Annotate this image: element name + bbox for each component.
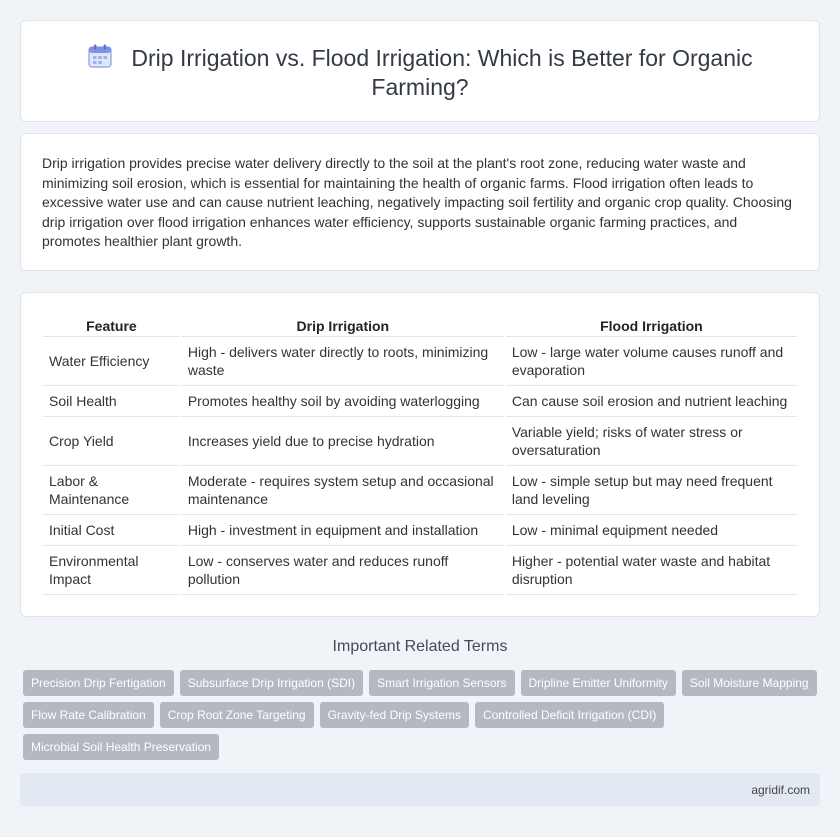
table-row [43, 337, 797, 386]
intro-card [20, 133, 820, 271]
flood-cell: Variable yield; risks of water stress or oversaturation [506, 417, 797, 466]
drip-cell: Promotes healthy soil by avoiding waterlogging [182, 386, 504, 417]
table-row [43, 466, 797, 515]
header-drip: Drip Irrigation [182, 315, 504, 337]
term-tag[interactable]: Microbial Soil Health Preservation [23, 734, 219, 760]
table-row [43, 386, 797, 417]
header-card [20, 20, 820, 122]
drip-cell: Increases yield due to precise hydration [182, 417, 504, 466]
footer-bar [20, 773, 820, 806]
feature-cell: Soil Health [43, 386, 180, 417]
term-tag[interactable]: Smart Irrigation Sensors [369, 670, 514, 696]
drip-cell: High - delivers water directly to roots, minimizing waste [182, 337, 504, 386]
flood-cell: Low - large water volume causes runoff and evaporation [506, 337, 797, 386]
related-terms-list [23, 670, 823, 760]
drip-cell: Low - conserves water and reduces runoff pollution [182, 546, 504, 595]
page-title: Drip Irrigation vs. Flood Irrigation: Which is Better for Organic Farming? [131, 45, 753, 100]
flood-cell: Low - simple setup but may need frequent land leveling [506, 466, 797, 515]
term-tag[interactable]: Soil Moisture Mapping [682, 670, 817, 696]
flood-cell: Low - minimal equipment needed [506, 515, 797, 546]
feature-cell: Water Efficiency [43, 337, 180, 386]
intro-paragraph: Drip irrigation provides precise water delivery directly to the soil at the plant's root zone, reducing water waste and minimizing soil erosion, which is essential for maintaining the health of organic farms. Flood irrigation often leads to excessive water use and can cause nutrient leaching, negatively impacting soil fertility and organic crop quality. Choosing drip irrigation over flood irrigation enhances water efficiency, supports sustainable organic farming practices, and promotes healthier plant growth. [42, 155, 792, 250]
flood-cell: Higher - potential water waste and habitat disruption [506, 546, 797, 595]
comparison-table [41, 315, 799, 595]
term-tag[interactable]: Flow Rate Calibration [23, 702, 154, 728]
table-row [43, 417, 797, 466]
comparison-card [20, 292, 820, 617]
page-title-wrap [21, 43, 819, 102]
term-tag[interactable]: Gravity-fed Drip Systems [320, 702, 469, 728]
feature-cell: Environmental Impact [43, 546, 180, 595]
term-tag[interactable]: Controlled Deficit Irrigation (CDI) [475, 702, 664, 728]
calendar-icon [87, 43, 113, 69]
header-flood: Flood Irrigation [506, 315, 797, 337]
drip-cell: Moderate - requires system setup and occasional maintenance [182, 466, 504, 515]
feature-cell: Initial Cost [43, 515, 180, 546]
flood-cell: Can cause soil erosion and nutrient leaching [506, 386, 797, 417]
table-row [43, 515, 797, 546]
table-header-row [43, 315, 797, 337]
feature-cell: Labor & Maintenance [43, 466, 180, 515]
drip-cell: High - investment in equipment and installation [182, 515, 504, 546]
term-tag[interactable]: Dripline Emitter Uniformity [521, 670, 676, 696]
related-terms-heading: Important Related Terms [332, 638, 508, 655]
term-tag[interactable]: Crop Root Zone Targeting [160, 702, 314, 728]
header-feature: Feature [43, 315, 180, 337]
footer-site-link[interactable]: agridif.com [751, 783, 810, 797]
feature-cell: Crop Yield [43, 417, 180, 466]
table-row [43, 546, 797, 595]
term-tag[interactable]: Precision Drip Fertigation [23, 670, 174, 696]
term-tag[interactable]: Subsurface Drip Irrigation (SDI) [180, 670, 363, 696]
